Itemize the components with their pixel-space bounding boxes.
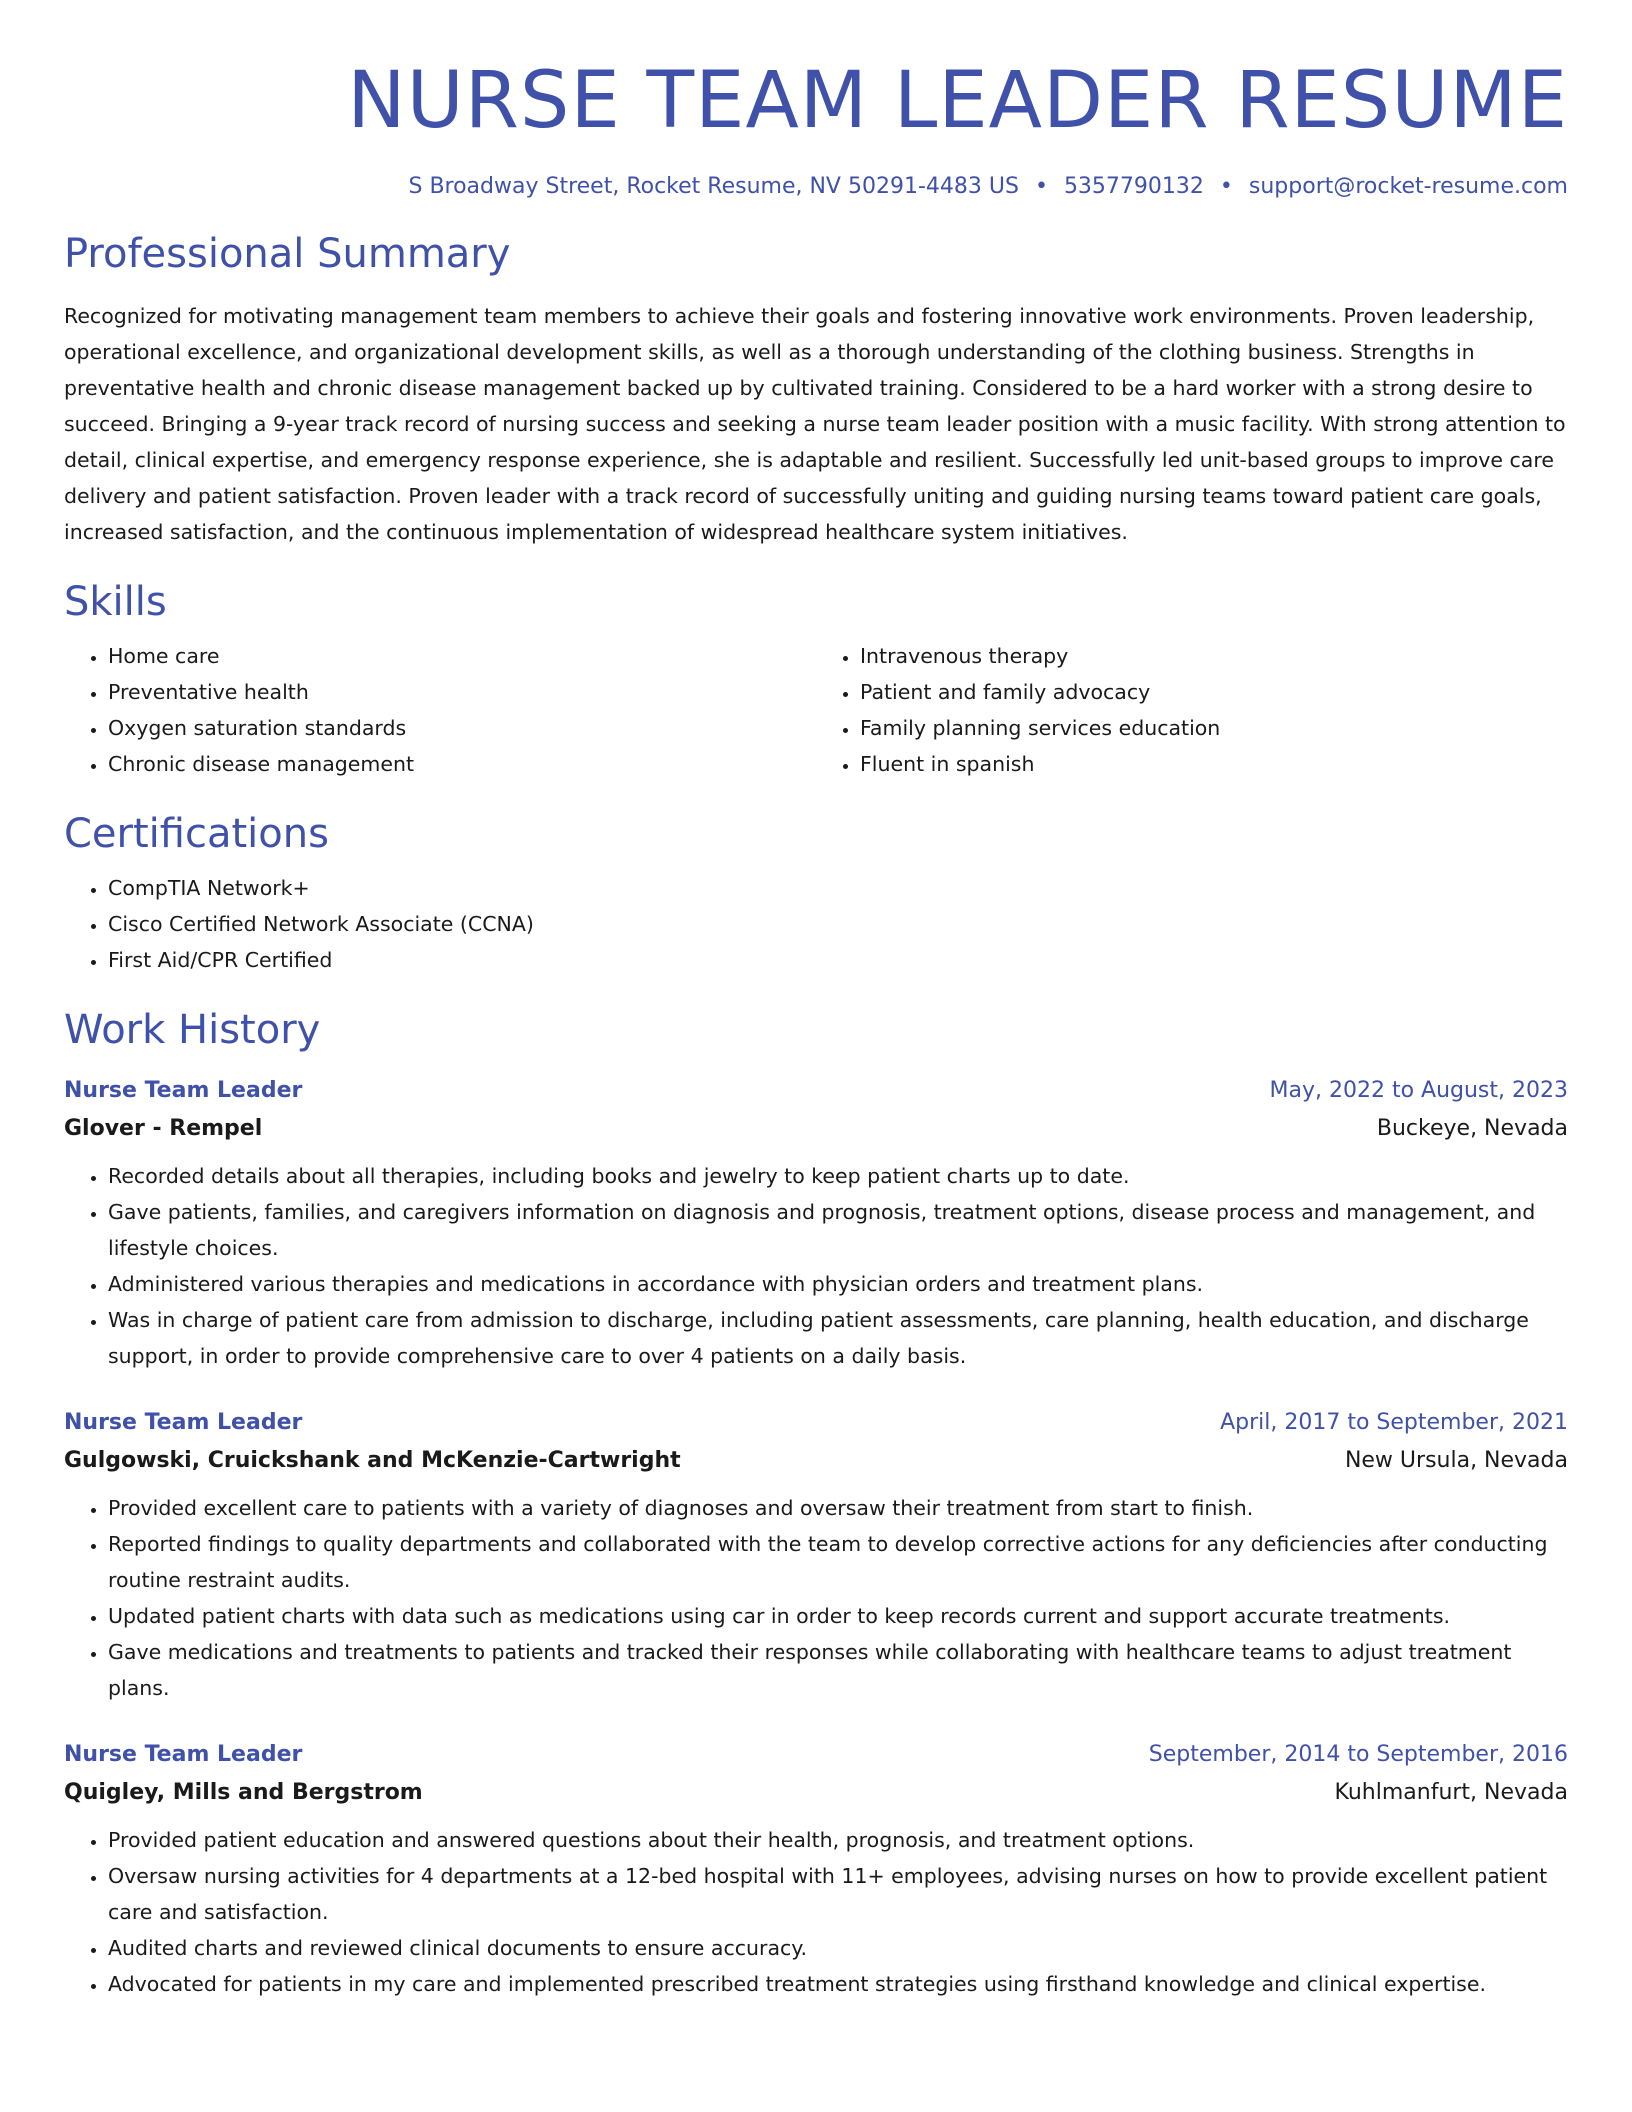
certifications-list — [64, 870, 1568, 978]
job-company: Glover - Rempel — [64, 1116, 263, 1141]
skills-heading: Skills — [64, 579, 167, 625]
skill-item: • Intravenous therapy — [860, 638, 1568, 674]
certifications-heading: Certifications — [64, 811, 329, 857]
summary-heading: Professional Summary — [64, 231, 511, 277]
job-company-row — [64, 1442, 1568, 1480]
job-bullet: • Was in charge of patient care from admission to discharge, including patient assessments, care planning, health education, and discharge support, in order to provide comprehensive care to over 4 patients on a daily basis. — [108, 1302, 1568, 1374]
job-bullet: • Administered various therapies and medications in accordance with physician orders and treatment plans. — [108, 1266, 1568, 1302]
job-location: Kuhlmanfurt, Nevada — [1334, 1780, 1568, 1805]
job-entry — [64, 1404, 1568, 1706]
skills-grid — [64, 638, 1568, 782]
page-title: NURSE TEAM LEADER RESUME — [347, 56, 1568, 146]
job-dates: May, 2022 to August, 2023 — [1269, 1078, 1568, 1103]
job-bullets — [64, 1158, 1568, 1374]
work-history-section — [64, 1004, 1568, 2002]
job-bullet: • Recorded details about all therapies, including books and jewelry to keep patient charts up to date. — [108, 1158, 1568, 1194]
certification-item: • CompTIA Network+ — [108, 870, 1568, 906]
job-title: Nurse Team Leader — [64, 1410, 303, 1435]
skill-item: • Patient and family advocacy — [860, 674, 1568, 710]
job-title: Nurse Team Leader — [64, 1078, 303, 1103]
certification-item: • First Aid/CPR Certified — [108, 942, 1568, 978]
job-company: Quigley, Mills and Bergstrom — [64, 1780, 423, 1805]
job-bullet: • Oversaw nursing activities for 4 departments at a 12-bed hospital with 11+ employees, advising nurses on how to provide excellent patient care and satisfaction. — [108, 1858, 1568, 1930]
job-entry — [64, 1736, 1568, 2002]
job-entry — [64, 1072, 1568, 1374]
skill-item: • Chronic disease management — [108, 746, 816, 782]
job-bullet: • Provided patient education and answered questions about their health, prognosis, and treatment options. — [108, 1822, 1568, 1858]
job-dates: September, 2014 to September, 2016 — [1148, 1742, 1568, 1767]
job-bullets — [64, 1822, 1568, 2002]
job-bullet: • Gave medications and treatments to patients and tracked their responses while collaborating with healthcare teams to adjust treatment plans. — [108, 1634, 1568, 1706]
job-bullet: • Reported findings to quality departments and collaborated with the team to develop corrective actions for any deficiencies after conducting routine restraint audits. — [108, 1526, 1568, 1598]
job-company-row — [64, 1110, 1568, 1148]
job-company: Gulgowski, Cruickshank and McKenzie-Cartwright — [64, 1448, 681, 1473]
skills-list-right — [816, 638, 1568, 782]
job-header-row — [64, 1736, 1568, 1774]
work-history-heading: Work History — [64, 1007, 321, 1053]
contact-email: support@rocket-resume.com — [1248, 174, 1568, 199]
job-bullets — [64, 1490, 1568, 1706]
job-header-row — [64, 1072, 1568, 1110]
summary-text: Recognized for motivating management team members to achieve their goals and fostering innovative work environments. Proven leadership, operational excellence, and organizational development skills, as well as a thorough understanding of the clothing business. Strengths in preventative health and chronic disease management backed up by cultivated training. Considered to be a hard worker with a strong desire to succeed. Bringing a 9-year track record of nursing success and seeking a nurse team leader position with a music facility. With strong attention to detail, clinical expertise, and emergency response experience, she is adaptable and resilient. Successfully led unit-based groups to improve care delivery and patient satisfaction. Proven leader with a track record of successfully uniting and guiding nursing teams toward patient care goals, increased satisfaction, and the continuous implementation of widespread healthcare system initiatives. — [64, 304, 1566, 544]
job-bullet: • Audited charts and reviewed clinical documents to ensure accuracy. — [108, 1930, 1568, 1966]
job-bullet: • Updated patient charts with data such as medications using car in order to keep records current and support accurate treatments. — [108, 1598, 1568, 1634]
job-bullet: • Provided excellent care to patients with a variety of diagnoses and oversaw their treatment from start to finish. — [108, 1490, 1568, 1526]
contact-address: S Broadway Street, Rocket Resume, NV 50291-4483 US — [408, 174, 1019, 199]
skill-item: • Preventative health — [108, 674, 816, 710]
job-bullet: • Gave patients, families, and caregivers information on diagnosis and prognosis, treatment options, disease process and management, and lifestyle choices. — [108, 1194, 1568, 1266]
skill-item: • Family planning services education — [860, 710, 1568, 746]
summary-section — [64, 228, 1568, 550]
job-bullet: • Advocated for patients in my care and implemented prescribed treatment strategies using firsthand knowledge and clinical expertise. — [108, 1966, 1568, 2002]
contact-separator: • — [1219, 174, 1233, 199]
job-location: Buckeye, Nevada — [1376, 1116, 1568, 1141]
skills-section — [64, 576, 1568, 782]
resume-header — [64, 52, 1568, 202]
skills-list-left — [64, 638, 816, 782]
certifications-section — [64, 808, 1568, 978]
job-dates: April, 2017 to September, 2021 — [1220, 1410, 1568, 1435]
contact-separator: • — [1034, 174, 1048, 199]
job-location: New Ursula, Nevada — [1344, 1448, 1568, 1473]
job-header-row — [64, 1404, 1568, 1442]
job-title: Nurse Team Leader — [64, 1742, 303, 1767]
certification-item: • Cisco Certified Network Associate (CCNA) — [108, 906, 1568, 942]
skill-item: • Oxygen saturation standards — [108, 710, 816, 746]
skill-item: • Home care — [108, 638, 816, 674]
contact-line — [64, 172, 1568, 202]
job-company-row — [64, 1774, 1568, 1812]
contact-phone: 5357790132 — [1063, 174, 1204, 199]
skill-item: • Fluent in spanish — [860, 746, 1568, 782]
